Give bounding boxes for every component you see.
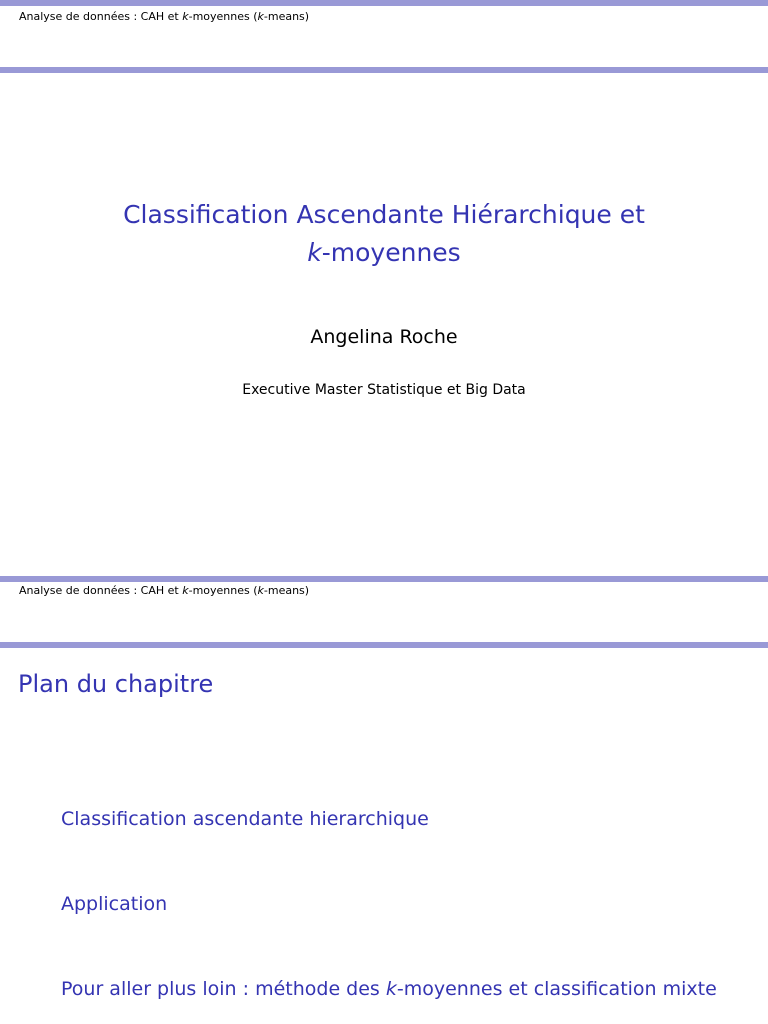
header-bottom-bar xyxy=(0,67,768,73)
title-line-1: Classification Ascendante Hiérarchique et xyxy=(123,200,645,229)
header-title: Analyse de données : CAH et k-moyennes (k-means) xyxy=(19,10,310,23)
title-line-2: k-moyennes xyxy=(307,238,461,267)
header-top-bar xyxy=(0,576,768,582)
institute-name: Executive Master Statistique et Big Data xyxy=(242,382,526,398)
toc-item-kmeans[interactable]: Pour aller plus loin : méthode des k-moyennes et classification mixte xyxy=(61,978,717,1000)
header-bottom-bar xyxy=(0,642,768,648)
toc-item-application[interactable]: Application xyxy=(61,893,168,915)
frame-title: Plan du chapitre xyxy=(18,670,214,698)
toc-item-cah[interactable]: Classification ascendante hierarchique xyxy=(61,808,429,830)
presentation-title xyxy=(0,196,768,272)
author-name: Angelina Roche xyxy=(310,326,458,348)
header-top-bar xyxy=(0,0,768,6)
header-title: Analyse de données : CAH et k-moyennes (k-means) xyxy=(19,584,310,597)
outline-slide xyxy=(0,576,768,1024)
